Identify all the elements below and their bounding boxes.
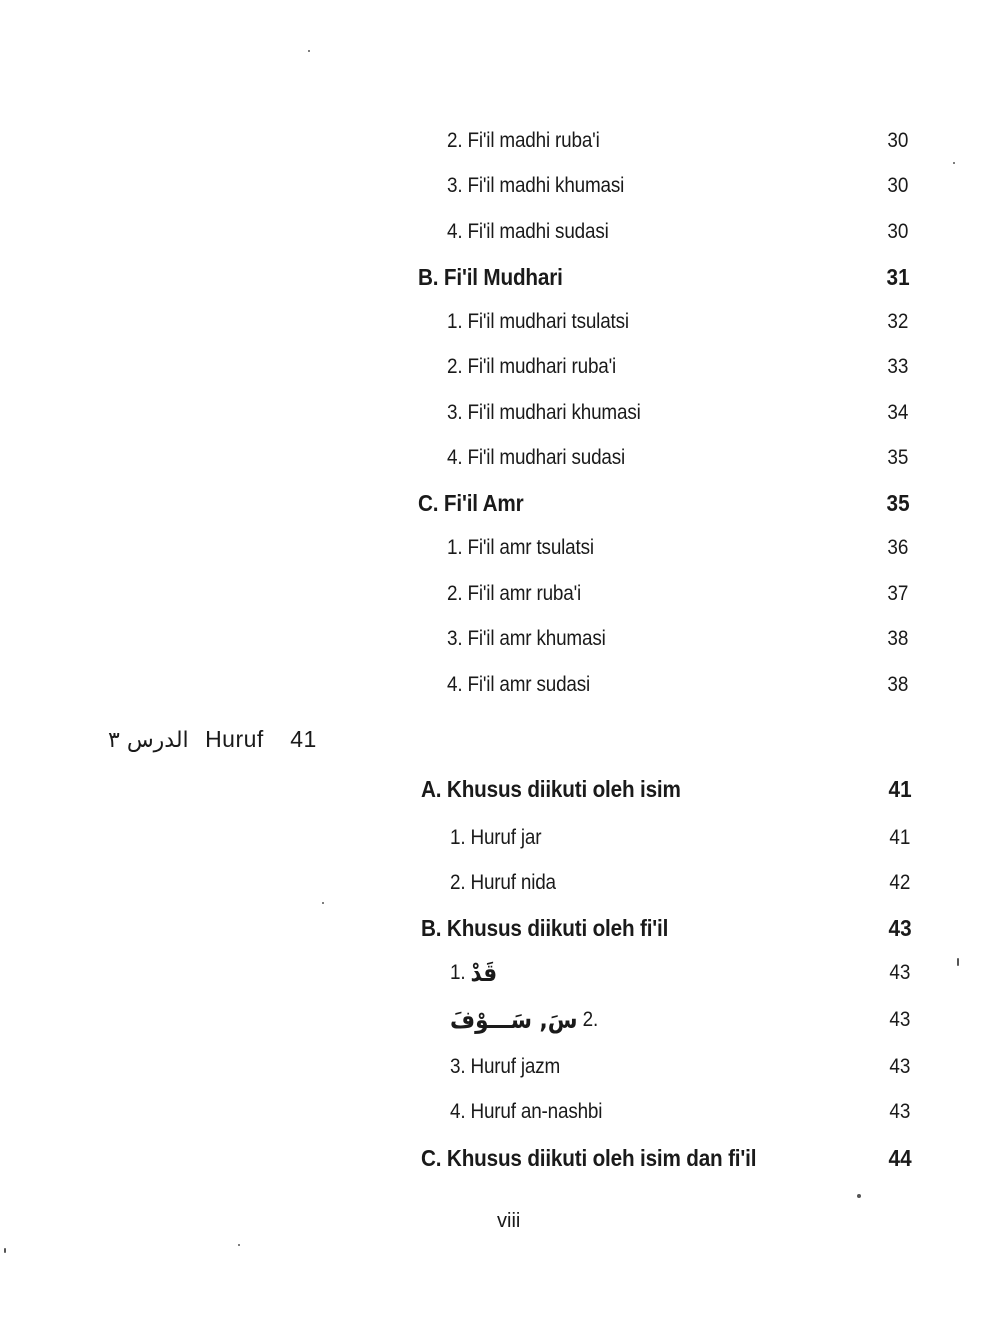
toc-entry-number: 1. (450, 961, 466, 984)
toc-entry-page-number: 31 (886, 264, 910, 290)
toc-entry-text: Fi'il mudhari ruba'i (467, 355, 617, 378)
toc-entry-page-number: 41 (888, 826, 910, 849)
toc-entry-number: 2. (450, 871, 466, 894)
toc-entry-row (0, 306, 1004, 338)
toc-entry-number: 4. (447, 220, 463, 243)
toc-entry-number: 4. (450, 1100, 466, 1123)
chapter-title: Huruf (205, 726, 264, 752)
toc-entry-text: Fi'il mudhari tsulatsi (467, 310, 629, 333)
toc-entry-text: Khusus diikuti oleh isim dan fi'il (446, 1145, 757, 1171)
toc-entry-text: Fi'il mudhari khumasi (467, 401, 641, 424)
toc-entry-number: B. (418, 264, 439, 290)
toc-entry-number: 3. (447, 627, 463, 650)
toc-entry-number: C. (418, 490, 439, 516)
toc-entry-label (450, 822, 541, 854)
toc-entry-text: Fi'il madhi sudasi (467, 220, 609, 243)
scan-speck (308, 50, 310, 52)
toc-entry-text: Fi'il Mudhari (443, 264, 563, 290)
toc-entry-row (0, 397, 1004, 429)
toc-entry-number: 3. (447, 174, 463, 197)
toc-entry-label (447, 306, 629, 338)
toc-entry-page-number: 36 (886, 536, 908, 559)
toc-entry-page-number: 35 (886, 490, 910, 516)
toc-entry-row (0, 822, 1004, 854)
toc-entry-page-number: 43 (888, 1008, 910, 1031)
toc-entry-number: 3. (447, 401, 463, 424)
toc-entry-number: 4. (447, 673, 463, 696)
toc-entry-number: 2. (447, 582, 463, 605)
toc-entry-row (0, 1004, 1004, 1036)
toc-entry-text: Fi'il amr sudasi (467, 673, 591, 696)
toc-entry-row (0, 867, 1004, 899)
toc-entry-number: 1. (447, 536, 463, 559)
toc-entry-label (447, 623, 606, 655)
toc-entry-number: 4. (447, 446, 463, 469)
toc-entry-page-number: 30 (886, 174, 908, 197)
chapter-page-number: 41 (290, 726, 317, 752)
chapter-arabic-label: الدرس ٣ (108, 728, 189, 753)
toc-entry-arabic-text: قَدْ (470, 959, 498, 988)
scan-speck (322, 902, 324, 904)
toc-entry-label (447, 669, 590, 701)
toc-entry-page-number: 42 (888, 871, 910, 894)
toc-entry-number: 3. (450, 1055, 466, 1078)
toc-entry-page-number: 32 (886, 310, 908, 333)
toc-entry-page-number: 37 (886, 582, 908, 605)
toc-entry-row (0, 351, 1004, 383)
toc-entry-text: Fi'il madhi khumasi (467, 174, 625, 197)
toc-section-row (0, 487, 1004, 519)
toc-entry-page-number: 38 (886, 673, 908, 696)
toc-entry-arabic-text: سَ, سَـــوْفَ (450, 1006, 578, 1035)
toc-entry-number: 1. (447, 310, 463, 333)
toc-entry-label (450, 1051, 560, 1083)
toc-entry-text: Huruf jazm (470, 1055, 561, 1078)
toc-entry-number: 2. (447, 129, 463, 152)
toc-entry-text: Fi'il Amr (443, 490, 524, 516)
toc-entry-row (0, 532, 1004, 564)
toc-entry-label (450, 1096, 602, 1128)
toc-entry-number: C. (421, 1145, 442, 1171)
chapter-heading (108, 722, 317, 756)
toc-entry-page-number: 34 (886, 401, 908, 424)
toc-entry-number: A. (421, 776, 442, 802)
toc-entry-page-number: 43 (888, 1055, 910, 1078)
toc-entry-row (0, 957, 1004, 989)
toc-entry-page-number: 33 (886, 355, 908, 378)
toc-entry-number: 2. (582, 1008, 599, 1031)
toc-entry-text: Fi'il amr tsulatsi (467, 536, 594, 559)
toc-entry-text: Huruf jar (470, 826, 542, 849)
toc-entry-label (418, 487, 524, 519)
toc-entry-page-number: 43 (888, 1100, 910, 1123)
toc-entry-page-number: 38 (886, 627, 908, 650)
toc-entry-page-number: 44 (888, 1145, 912, 1171)
scan-speck (953, 162, 955, 164)
toc-entry-row (0, 669, 1004, 701)
toc-entry-page-number: 35 (886, 446, 908, 469)
toc-entry-label (447, 532, 594, 564)
scan-speck (957, 958, 959, 966)
toc-entry-row (0, 623, 1004, 655)
toc-section-row (0, 261, 1004, 293)
toc-entry-label (421, 912, 668, 944)
toc-entry-label (447, 170, 624, 202)
footer-page-number: viii (497, 1210, 521, 1232)
toc-entry-row (0, 442, 1004, 474)
toc-entry-page-number: 30 (886, 220, 908, 243)
toc-entry-row (0, 1051, 1004, 1083)
toc-entry-label (447, 216, 609, 248)
toc-entry-text: Fi'il amr ruba'i (467, 582, 582, 605)
toc-entry-label (418, 261, 563, 293)
toc-entry-text: Huruf nida (470, 871, 556, 894)
toc-entry-page-number: 43 (888, 915, 912, 941)
toc-entry-text: Huruf an-nashbi (470, 1100, 603, 1123)
scan-speck (238, 1244, 240, 1246)
toc-entry-label (450, 867, 556, 899)
toc-entry-number: 2. (447, 355, 463, 378)
toc-entry-label (447, 397, 641, 429)
scan-speck (857, 1194, 861, 1198)
toc-entry-page-number: 43 (888, 961, 910, 984)
toc-entry-text: Fi'il madhi ruba'i (467, 129, 600, 152)
toc-entry-text: Khusus diikuti oleh isim (446, 776, 681, 802)
toc-entry-row (0, 216, 1004, 248)
toc-entry-label (447, 578, 581, 610)
toc-entry-page-number: 41 (888, 776, 912, 802)
toc-entry-number: B. (421, 915, 442, 941)
toc-entry-row (0, 125, 1004, 157)
toc-section-row (0, 1142, 1004, 1174)
toc-entry-label (447, 442, 625, 474)
toc-entry-label (421, 773, 681, 805)
scan-speck (4, 1248, 6, 1253)
toc-entry-page-number: 30 (886, 129, 908, 152)
toc-entry-row (0, 170, 1004, 202)
toc-section-row (0, 773, 1004, 805)
toc-entry-label (447, 351, 616, 383)
toc-entry-text: Khusus diikuti oleh fi'il (446, 915, 669, 941)
toc-entry-label (447, 125, 600, 157)
toc-entry-text: Fi'il amr khumasi (467, 627, 606, 650)
toc-entry-label (421, 1142, 756, 1174)
toc-entry-text: Fi'il mudhari sudasi (467, 446, 626, 469)
toc-entry-label (450, 1004, 598, 1036)
toc-entry-number: 1. (450, 826, 466, 849)
toc-section-row (0, 912, 1004, 944)
toc-entry-row (0, 1096, 1004, 1128)
toc-entry-label (450, 957, 497, 989)
toc-entry-row (0, 578, 1004, 610)
